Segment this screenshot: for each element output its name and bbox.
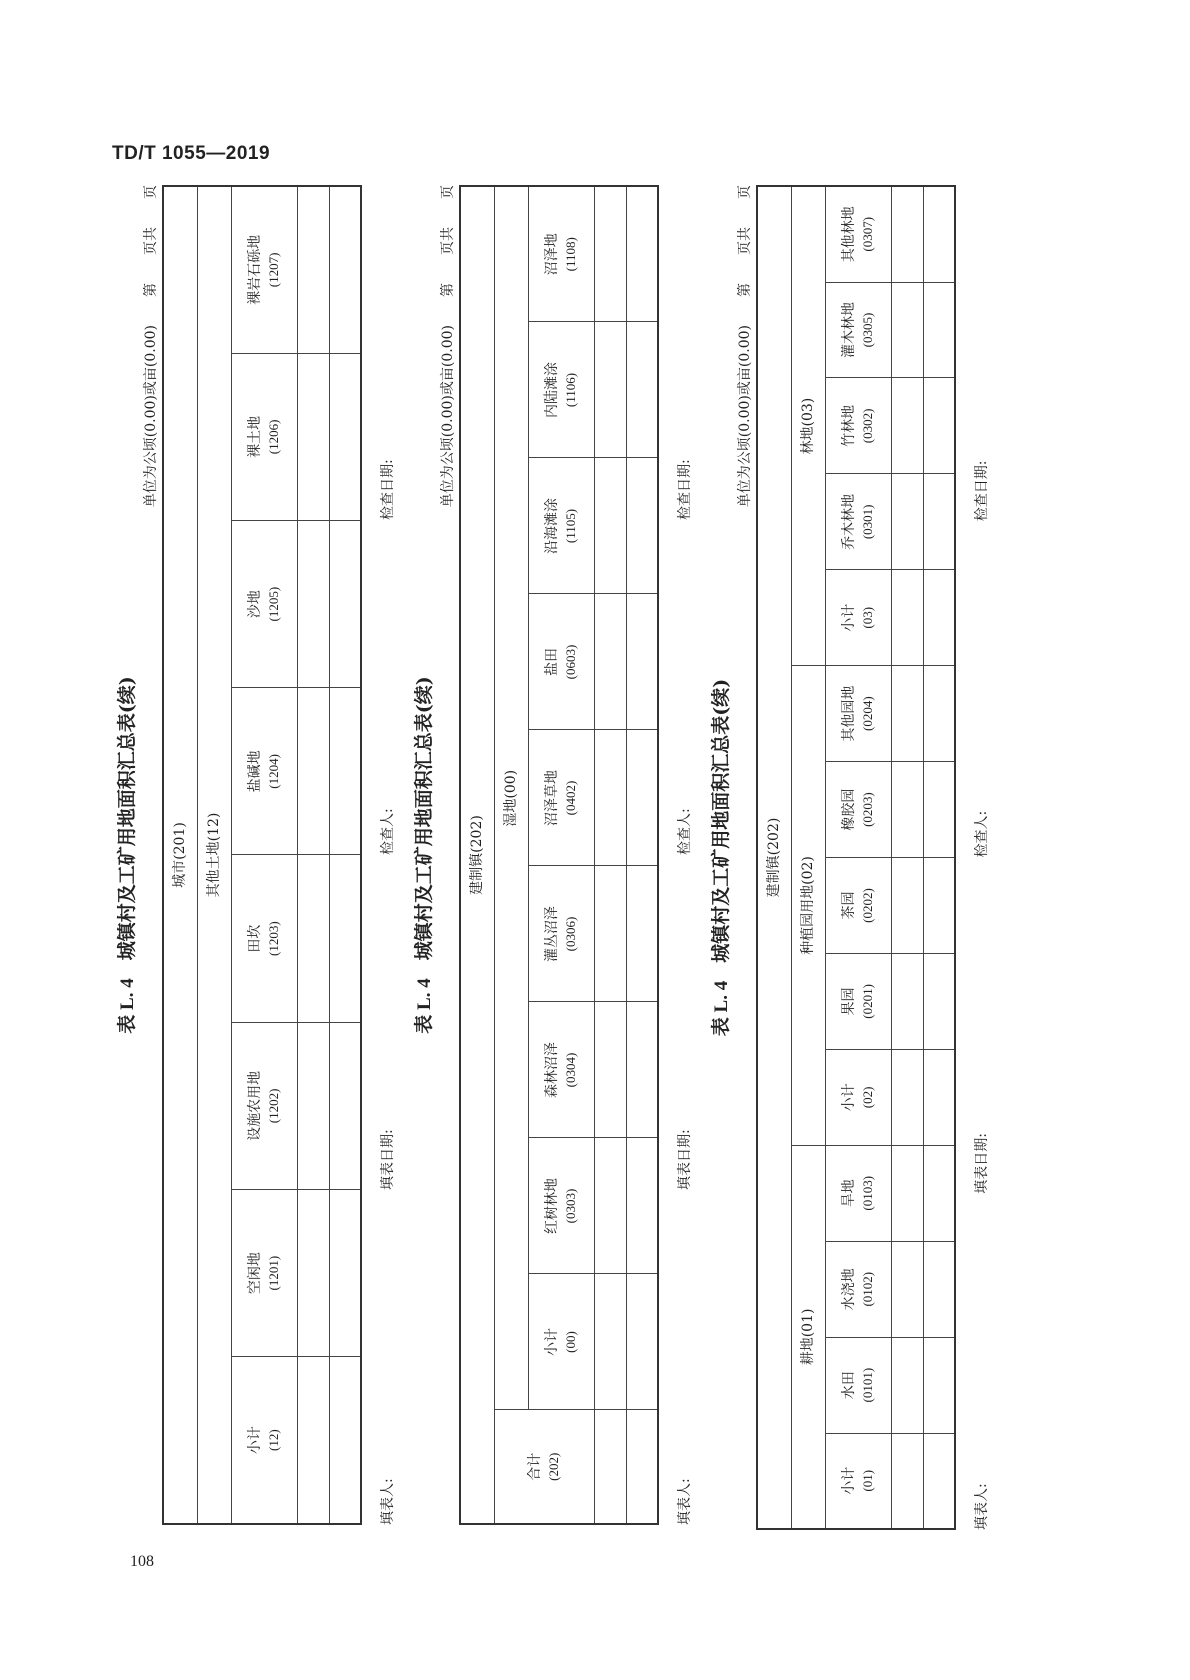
total-col-header: 合计 (202)	[494, 1410, 594, 1524]
col-header: 灌木林地 (0305)	[825, 282, 891, 378]
top-header: 建制镇(202)	[460, 186, 494, 1524]
check-date-label: 检查日期:	[677, 459, 693, 520]
table-row	[297, 186, 329, 1524]
col-header: 小计 (00)	[528, 1274, 594, 1410]
group-header: 湿地(00)	[494, 186, 528, 1410]
col-header: 田坎 (1203)	[231, 855, 297, 1022]
top-header: 城市(201)	[163, 186, 197, 1524]
table-title	[407, 185, 437, 1525]
checker-label: 检查人:	[380, 808, 396, 855]
col-header: 小计 (02)	[825, 1049, 891, 1145]
table-panel-1	[110, 185, 420, 1525]
col-header: 水浇地 (0102)	[825, 1241, 891, 1337]
table-row	[923, 186, 955, 1529]
page-number: 108	[130, 1553, 154, 1570]
col-header: 设施农用地 (1202)	[231, 1022, 297, 1189]
checker-label: 检查人:	[974, 810, 990, 858]
col-header: 盐田 (0603)	[528, 594, 594, 730]
unit-line	[734, 185, 754, 1530]
col-header: 裸土地 (1206)	[231, 353, 297, 520]
sign-line	[673, 185, 695, 1525]
table-panel-3	[704, 185, 1014, 1530]
col-header: 沼泽地 (1108)	[528, 186, 594, 322]
filler-label: 填表人:	[677, 1478, 693, 1525]
unit-text: 单位为公顷(0.00)或亩(0.00)	[143, 325, 159, 508]
check-date-label: 检查日期:	[380, 459, 396, 520]
page-ye-gong: 页共	[737, 227, 753, 255]
checker-label: 检查人:	[677, 808, 693, 855]
col-header: 小计 (01)	[825, 1433, 891, 1529]
table-title-text: 城镇村及工矿用地面积汇总表(续)	[709, 678, 732, 963]
col-header: 乔木林地 (0301)	[825, 474, 891, 570]
table-row	[891, 186, 923, 1529]
col-header: 水田 (0101)	[825, 1337, 891, 1433]
col-header: 橡胶园 (0203)	[825, 762, 891, 858]
unit-text: 单位为公顷(0.00)或亩(0.00)	[440, 325, 456, 508]
page-ye-gong: 页共	[143, 227, 159, 255]
page-ye: 页	[440, 185, 456, 199]
check-date-label: 检查日期:	[974, 460, 990, 522]
group-header: 种植园用地(02)	[791, 666, 825, 1146]
table-row	[329, 186, 361, 1524]
sign-line	[970, 185, 992, 1530]
unit-line	[140, 185, 160, 1525]
table-title	[704, 185, 734, 1530]
page-di: 第	[143, 283, 159, 297]
col-header: 旱地 (0103)	[825, 1145, 891, 1241]
col-header: 果园 (0201)	[825, 953, 891, 1049]
table-number: 表 L. 4	[116, 978, 138, 1034]
sign-line	[376, 185, 398, 1525]
col-header: 红树林地 (0303)	[528, 1138, 594, 1274]
group-header: 林地(03)	[791, 186, 825, 666]
page-ye: 页	[737, 185, 753, 199]
top-header: 建制镇(202)	[757, 186, 791, 1529]
col-header: 小计 (03)	[825, 570, 891, 666]
col-header: 其他林地 (0307)	[825, 186, 891, 282]
unit-text: 单位为公顷(0.00)或亩(0.00)	[737, 325, 753, 508]
table-row	[626, 186, 658, 1524]
table-number: 表 L. 4	[413, 978, 435, 1034]
fill-date-label: 填表日期:	[677, 1129, 693, 1190]
filler-label: 填表人:	[974, 1483, 990, 1530]
col-header: 其他园地 (0204)	[825, 666, 891, 762]
col-header: 小计 (12)	[231, 1357, 297, 1524]
summary-table	[459, 185, 659, 1525]
col-header: 裸岩石砾地 (1207)	[231, 186, 297, 353]
group-header: 耕地(01)	[791, 1145, 825, 1529]
table-row	[594, 186, 626, 1524]
table-number: 表 L. 4	[710, 980, 732, 1037]
standard-code: TD/T 1055—2019	[112, 143, 271, 164]
summary-table	[756, 185, 956, 1530]
col-header: 森林沼泽 (0304)	[528, 1002, 594, 1138]
table-title-text: 城镇村及工矿用地面积汇总表(续)	[412, 676, 435, 961]
col-header: 沼泽草地 (0402)	[528, 730, 594, 866]
filler-label: 填表人:	[380, 1478, 396, 1525]
col-header: 沿海滩涂 (1105)	[528, 458, 594, 594]
col-header: 盐碱地 (1204)	[231, 688, 297, 855]
unit-line	[437, 185, 457, 1525]
table-title	[110, 185, 140, 1525]
group-header: 其他土地(12)	[197, 186, 231, 1524]
page-di: 第	[737, 283, 753, 297]
col-header: 茶园 (0202)	[825, 858, 891, 954]
col-header: 沙地 (1205)	[231, 521, 297, 688]
table-panel-2	[407, 185, 717, 1525]
table-title-text: 城镇村及工矿用地面积汇总表(续)	[115, 676, 138, 961]
fill-date-label: 填表日期:	[380, 1129, 396, 1190]
page-di: 第	[440, 283, 456, 297]
summary-table	[162, 185, 362, 1525]
page-ye-gong: 页共	[440, 227, 456, 255]
col-header: 竹林地 (0302)	[825, 378, 891, 474]
col-header: 灌丛沼泽 (0306)	[528, 866, 594, 1002]
col-header: 空闲地 (1201)	[231, 1190, 297, 1357]
fill-date-label: 填表日期:	[974, 1133, 990, 1194]
page-ye: 页	[143, 185, 159, 199]
col-header: 内陆滩涂 (1106)	[528, 322, 594, 458]
